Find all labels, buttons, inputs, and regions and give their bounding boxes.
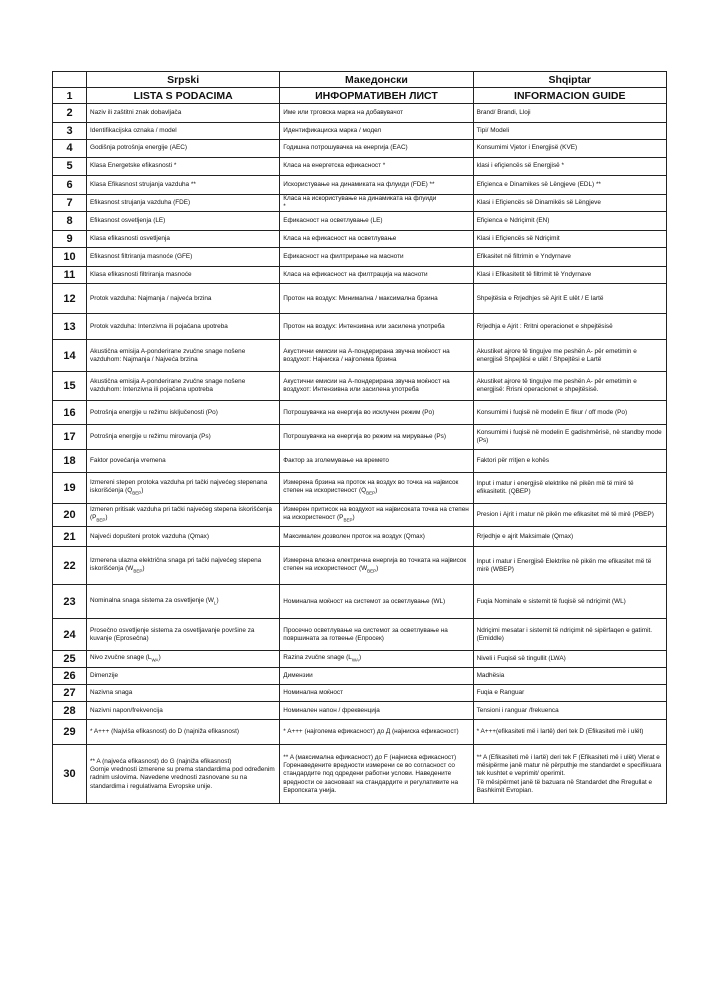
cell-mk [280,340,473,372]
cell-sq [473,685,666,702]
cell-sq [473,401,666,425]
cell-text: Протон на воздух: Минимална / максимална брзина [283,294,438,302]
cell-sq [473,668,666,685]
cell-mk [280,651,473,668]
row-number: 10 [53,248,87,267]
cell-sr [87,314,280,340]
table-row [53,702,667,720]
cell-text: Brand/ Brandi, Lloji [476,108,531,116]
table-row [53,372,667,401]
row-number: 9 [53,231,87,248]
cell-mk [280,104,473,123]
cell-text: Efikasitet në filtrimin e Yndyrnave [476,253,571,261]
cell-sq [473,702,666,720]
row-number: 28 [53,702,87,720]
cell-text-end: ) [141,487,144,495]
cell-mk [280,745,473,804]
subscript-text: BEP [366,490,376,496]
table-row [53,527,667,547]
row-number: 7 [53,195,87,212]
cell-text: Naziv ili zaštitni znak dobavljača [90,108,182,116]
cell-text: Класа на искористување на динамиката на флуиди * [283,195,437,211]
cell-mk [280,212,473,231]
cell-sr [87,372,280,401]
cell-sq [473,450,666,473]
subscript-text: L [213,599,217,605]
cell-sq [473,473,666,504]
row-number: 2 [53,104,87,123]
cell-text: Идентификациска марка / модел [283,126,382,134]
subscript-text: WA [351,657,359,663]
cell-text-end: ) [158,654,161,662]
header-shqiptar: Shqiptar [473,72,666,88]
cell-sr [87,340,280,372]
cell-mk [280,401,473,425]
cell-text: Potrošnja energije u režimu mirovanja (Ps) [90,433,211,441]
cell-text: * A+++(efikasiteti më i lartë) deri tek D (Efikasiteti më i ulët) [476,728,644,736]
cell-text: Fuqia Nominale e sistemit të fuqisë së ndriçimit (WL) [476,597,626,605]
table-row [53,248,667,267]
cell-text: Klasa efikasnosti osvetljenja [90,235,170,243]
cell-text: Искористување на динамиката на флуиди (FDE) ** [283,180,435,188]
cell-sr [87,473,280,504]
cell-text: ** A (максимална ефикасност) до F (најниска ефикасност) Горенаведените вредности измерени се во согласност со стандардите под одредени работни услови. Наведените вредности се засноваат на стандардите и регулативите на Европската унија. [283,753,459,794]
table-row [53,651,667,668]
cell-text: Nazivna snaga [90,689,133,697]
cell-sr [87,702,280,720]
cell-text: Класа на ефикасност на филтрација на масноти [283,271,428,279]
cell-text: Ефикасност на филтрирање на масноти [283,253,404,261]
table-row [53,284,667,314]
cell-text: Protok vazduha: Intenzivna ili pojačana upotreba [90,322,228,330]
table-row [53,340,667,372]
subscript-text: BEP [96,517,106,523]
cell-text: Име или трговска марка на добавувачот [283,108,404,116]
cell-sq [473,314,666,340]
cell-text: Димензии [283,672,313,680]
cell-sq [473,267,666,284]
cell-mk [280,372,473,401]
cell-sr [87,88,280,104]
table-row [53,585,667,619]
cell-mk [280,685,473,702]
cell-text: Konsumimi i fuqisë në modelin E gadishmërisë, në standby mode (Ps) [476,429,662,445]
cell-sq [473,425,666,450]
cell-mk [280,619,473,651]
cell-text: * A+++ (Najviša efikasnost) do D (najniža efikasnost) [90,728,240,736]
cell-sq [473,123,666,140]
cell-text: Nivo zvučne snage (L [90,654,152,662]
header-num-cell [53,72,87,88]
row-number: 18 [53,450,87,473]
cell-text: Izmerena ulazna električna snaga pri tački najvećeg stepena iskorišćenja (W [90,556,262,572]
cell-text: Niveli i Fuqisë së tingullit (LWA) [476,655,566,663]
cell-sr [87,231,280,248]
row-number: 15 [53,372,87,401]
cell-text: Akustiket ajrore të tingujve me peshën A- për emetimin e energjisë: Rrisni operacionet e shpejtësisë. [476,378,637,394]
cell-text: Efikasnost osvetljenja (LE) [90,217,166,225]
table-row [53,123,667,140]
cell-sq [473,527,666,547]
cell-text: Shpejtësia e Rrjedhjes së Ajrit E ulët / E lartë [476,294,604,302]
cell-text: Prosečno osvetljenje sistema za osvetljavanje površine za kuvanje (Eprosečna) [90,626,255,642]
row-number: 11 [53,267,87,284]
cell-sq [473,619,666,651]
cell-sr [87,745,280,804]
cell-text: ** A (Efikasiteti më i lartë) deri tek F (Efikasiteti më i ulët) Vlerat e mësipërme janë matur në përputhje me standardet e specifikuara tek kushtet e veprimit/ operimit. Të mësipërmet janë të bazuara në Standardet dhe Rregullat e Bashkimit Evropian. [476,753,662,794]
cell-sq [473,720,666,745]
cell-text: Nominalna snaga sistema za osvetljenje (W [90,596,214,604]
cell-text: Input i matur i energjisë elektrike në pikën më të mirë të efikasitetit. (QBEP) [476,480,634,496]
cell-sr [87,651,280,668]
table-row [53,401,667,425]
cell-text: klasi i efiçiencës së Energjisë * [476,162,564,170]
cell-text: Klasa Energetske efikasnosti * [90,162,177,170]
cell-text-end: ) [142,564,145,572]
cell-text: * A+++ (најголема ефикасност) до Д (најниска ефикасност) [283,728,459,736]
cell-text: Tensioni i ranguar /frekuenca [476,706,559,714]
cell-text: Izmeren pritisak vazduha pri tački najvećeg stepena iskorišćenja (P [90,506,272,522]
cell-sr [87,668,280,685]
cell-sq [473,372,666,401]
table-row [53,195,667,212]
subscript-text: BEP [343,517,353,523]
cell-text: Номинална моќност [283,689,344,697]
cell-mk [280,158,473,176]
cell-text: Номинална моќност на системот за осветлување (WL) [283,597,446,605]
cell-sq [473,140,666,158]
cell-sq [473,104,666,123]
row-number: 17 [53,425,87,450]
row-number: 4 [53,140,87,158]
row-number: 24 [53,619,87,651]
cell-text: Faktori për rritjen e kohës [476,457,550,465]
cell-text: Ndriçimi mesatar i sistemit të ndriçimit në sipërfaqen e gatimit. (Emiddle) [476,626,653,642]
cell-text: Rrjedhja e Ajrit : Rritni operacionet e shpejtësisë [476,322,613,330]
table-row [53,104,667,123]
cell-mk [280,425,473,450]
row-number: 13 [53,314,87,340]
cell-text: Akustična emisija A-ponderirane zvučne snage nošene vazduhom: Intenzivna ili pojačana upotreba [90,378,246,394]
cell-text-end: ) [216,596,219,604]
cell-text: Tipi/ Modeli [476,126,510,134]
cell-sr [87,450,280,473]
cell-text: Протон на воздух: Интензивна или засилена употреба [283,322,445,330]
cell-sr [87,504,280,527]
cell-text: Dimenzije [90,672,119,680]
cell-mk [280,231,473,248]
cell-sq [473,195,666,212]
cell-sr [87,401,280,425]
table-row [53,720,667,745]
cell-text-end: ) [105,514,108,522]
cell-sr [87,195,280,212]
table-row [53,473,667,504]
cell-text: Potrošnja energije u režimu isključenosti (Po) [90,408,218,416]
subscript-text: BEP [132,490,142,496]
row-number: 20 [53,504,87,527]
cell-text: Konsumimi Vjetor i Energjisë (KVE) [476,144,578,152]
cell-text: Klasa efikasnosti filtriranja masnoće [90,271,192,279]
cell-text: Presion i Ajrit i matur në pikën me efikasitet më të mirë (PBEP) [476,511,654,519]
cell-text: Madhësia [476,672,505,680]
row-number: 30 [53,745,87,804]
row-number: 25 [53,651,87,668]
row-number: 26 [53,668,87,685]
row-number: 14 [53,340,87,372]
row-number: 1 [53,88,87,104]
cell-sq [473,248,666,267]
cell-sr [87,619,280,651]
cell-sq [473,158,666,176]
cell-sr [87,104,280,123]
cell-sq [473,212,666,231]
cell-mk [280,547,473,585]
cell-sq [473,231,666,248]
row-number: 3 [53,123,87,140]
row-number: 6 [53,176,87,195]
cell-sq [473,176,666,195]
cell-sq [473,651,666,668]
cell-text: Konsumimi i fuqisë në modelin E fikur / off mode (Po) [476,408,628,416]
cell-mk [280,527,473,547]
cell-sr [87,176,280,195]
cell-sq [473,585,666,619]
cell-text: Efikasnost strujanja vazduha (FDE) [90,199,191,207]
cell-text: Класа на ефикасност на осветлување [283,235,397,243]
cell-text: Измерена брзина на проток на воздух во точка на највисок степен на искористеност (Q [283,479,459,495]
cell-mk [280,504,473,527]
cell-text: ** A (najveća efikasnost) do G (najniža efikasnost) Gornje vrednosti izmerene su prema standardima pod određenim radnim uslovima. Navedene vrednosti zasnovane su na standardima i regulativama Evropske unije. [90,758,275,790]
cell-sq [473,504,666,527]
cell-mk [280,284,473,314]
table-row [53,450,667,473]
row-number: 29 [53,720,87,745]
cell-text: Protok vazduha: Najmanja / najveća brzina [90,294,212,302]
cell-mk [280,140,473,158]
cell-text: Razina zvučne snage (L [283,654,352,662]
cell-mk [280,195,473,212]
cell-sr [87,425,280,450]
cell-text: Godišnja potrošnja energije (AEC) [90,144,187,152]
cell-text-end: ) [358,654,362,662]
cell-text: Фактор за зголемување на времето [283,457,389,465]
cell-mk [280,473,473,504]
cell-mk [280,88,473,104]
cell-mk [280,176,473,195]
row-number: 27 [53,685,87,702]
cell-text: Измерена влезна електрична енергија во точката на највисок степен на искористеност (W [283,556,467,572]
cell-text: Klasi i Efiçiencës së Ndriçimit [476,235,560,243]
row-number: 23 [53,585,87,619]
cell-text: Klasi i Efiçiencës së Dinamikës së Lëngjeve [476,199,601,207]
cell-text: Акустични емисии на А-пондерирана звучна моќност на воздухот: Најниска / најголема брзина [283,347,450,363]
table-row [53,231,667,248]
cell-text: Izmereni stepen protoka vazduha pri tački najvećeg stepenana iskorišćenja (Q [90,479,268,495]
cell-sr [87,547,280,585]
cell-mk [280,585,473,619]
cell-text-end: ) [375,487,378,495]
cell-text: Akustiket ajrore të tingujve me peshën A- për emetimin e energjisë Shpejtësi e ulët / Shpejtësi e Lartë [476,347,637,363]
cell-text: Akustična emisija A-ponderirane zvučne snage nošene vazduhom: Najmanja / Najveća brzina [90,347,246,363]
cell-text: Годишна потрошувачка на енергија (EAC) [283,144,408,152]
header-srpski: Srpski [87,72,280,88]
cell-sr [87,140,280,158]
cell-text: Потрошувачка на енергија во режим на мирување (Ps) [283,433,447,441]
table-row [53,547,667,585]
cell-text: Просечно осветлување на системот за осветлување на површината за готвење (Епросек) [283,626,448,642]
cell-text: Потрошувачка на енергија во исклучен режим (Po) [283,408,435,416]
cell-text: Efiçienca e Ndriçimit (EN) [476,217,550,225]
table-row [53,425,667,450]
cell-mk [280,702,473,720]
table-row [53,212,667,231]
cell-sq [473,745,666,804]
cell-sr [87,212,280,231]
cell-text: Efiçienca e Dinamikes së Lëngjeve (EDL) ** [476,180,601,188]
row-number: 12 [53,284,87,314]
cell-text: Класа на енергетска ефикасност * [283,162,386,170]
row-number: 19 [53,473,87,504]
cell-mk [280,123,473,140]
cell-text: Efikasnost filtriranja masnoće (GFE) [90,253,193,261]
cell-text: Klasa Efikasnost strujanja vazduha ** [90,180,196,188]
cell-text: Максимален дозволен проток на воздух (Qmax) [283,532,425,540]
cell-mk [280,720,473,745]
cell-mk [280,267,473,284]
row-number: 5 [53,158,87,176]
cell-mk [280,450,473,473]
cell-text: Nazivni napon/frekvencija [90,706,163,714]
cell-text-end: ) [352,514,355,522]
cell-sr [87,284,280,314]
cell-text: Измерен притисок на воздухот на највисоката точка на степен на искористеност (P [283,506,469,522]
cell-sr [87,267,280,284]
table-row [53,267,667,284]
table-row [53,158,667,176]
cell-sr [87,685,280,702]
cell-text-end: ) [376,564,379,572]
cell-text: INFORMACION GUIDE [514,89,626,102]
cell-sq [473,284,666,314]
cell-text: ИНФОРМАТИВЕН ЛИСТ [315,89,438,102]
table-row [53,685,667,702]
cell-sr [87,248,280,267]
subscript-text: WA [151,657,159,663]
cell-sr [87,123,280,140]
cell-sr [87,585,280,619]
cell-sr [87,720,280,745]
cell-text: Номинален напон / фреквенција [283,706,380,714]
table-row [53,745,667,804]
header-row [53,72,667,88]
cell-text: Акустични емисии на А-пондерирана звучна моќност на воздухот: Интензивна или засилена употреба [283,378,450,394]
cell-sq [473,547,666,585]
cell-text: Identifikacijska oznaka / model [90,126,177,134]
cell-sr [87,527,280,547]
table-row [53,668,667,685]
cell-text: Najveći dopušteni protok vazduha (Qmax) [90,532,209,540]
table-row [53,314,667,340]
row-number: 16 [53,401,87,425]
subscript-text: BEP [133,568,143,574]
cell-sq [473,340,666,372]
table-row [53,88,667,104]
cell-sr [87,158,280,176]
cell-text: LISTA S PODACIMA [133,89,233,102]
cell-mk [280,668,473,685]
table-row [53,176,667,195]
row-number: 8 [53,212,87,231]
cell-text: Ефикасност на осветлување (LE) [283,217,383,225]
cell-text: Rrjedhje e ajrit Maksimale (Qmax) [476,532,574,540]
cell-text: Input i matur i Energjisë Elektrike në pikën me efikasitet më të mirë (WBEP) [476,557,652,573]
header-makedonski: Македонски [280,72,473,88]
row-number: 22 [53,547,87,585]
table-row [53,504,667,527]
cell-mk [280,248,473,267]
data-sheet-table [52,71,667,804]
table-row [53,619,667,651]
cell-text: Klasi i Efikasitetit të filtrimit të Yndyrnave [476,271,592,279]
cell-mk [280,314,473,340]
subscript-text: BEP [367,568,377,574]
row-number: 21 [53,527,87,547]
cell-text: Fuqia e Ranguar [476,689,525,697]
cell-text: Faktor povećanja vremena [90,457,166,465]
cell-sq [473,88,666,104]
table-row [53,140,667,158]
